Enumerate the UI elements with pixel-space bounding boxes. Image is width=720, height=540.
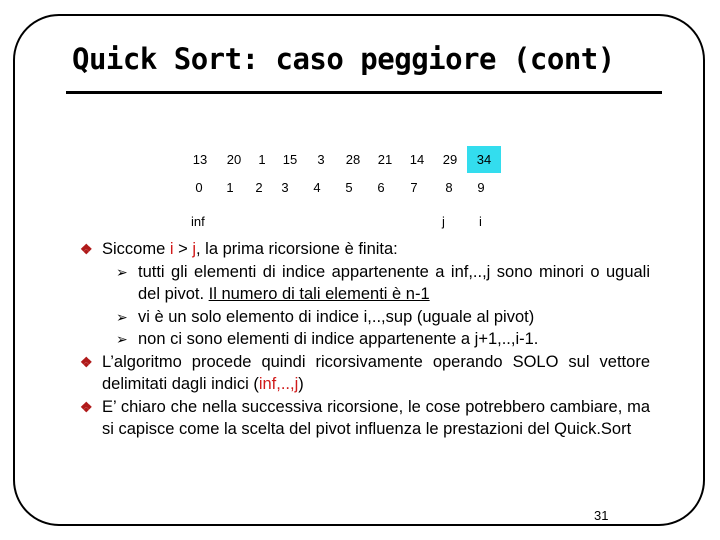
- diamond-bullet-icon: ❖: [80, 353, 93, 370]
- array-cell: 1: [249, 146, 275, 173]
- sub-bullet-text: tutti gli elementi di indice appartenente a inf,..,j sono minori o uguali del pivot. Il numero di tali elementi è n-1: [138, 262, 650, 303]
- array-index: 8: [445, 180, 453, 195]
- array-cells: [181, 146, 501, 173]
- bullet-item: [80, 351, 650, 396]
- array-cell: 3: [305, 146, 337, 173]
- array-index: 0: [195, 180, 203, 195]
- title-underline: [66, 91, 662, 94]
- page-number: 31: [594, 508, 609, 523]
- arrow-bullet-icon: ➢: [116, 263, 128, 280]
- array-index: 3: [281, 180, 289, 195]
- bullet-item: [80, 396, 650, 441]
- sub-bullet-text: non ci sono elementi di indice appartenente a j+1,..,i-1.: [138, 330, 539, 348]
- diamond-bullet-icon: ❖: [80, 241, 93, 257]
- pointer-i: i: [479, 214, 482, 229]
- bullet-text: E’ chiaro che nella successiva ricorsione, le cose potrebbero cambiare, ma si capisce come la scelta del pivot influenza le prestazioni del Quick.Sort: [102, 397, 650, 438]
- array-cell-highlighted: 34: [467, 146, 501, 173]
- bullet-text: Siccome i > j, la prima ricorsione è finita:: [102, 240, 398, 258]
- page-title: Quick Sort: caso peggiore (cont): [72, 42, 615, 76]
- array-cell: 20: [219, 146, 249, 173]
- sub-bullet-item: [80, 261, 650, 306]
- bullet-text: L’algoritmo procede quindi ricorsivamente operando SOLO sul vettore delimitati dagli indici (inf,..,j): [102, 352, 650, 393]
- pointer-j: j: [442, 214, 445, 229]
- arrow-bullet-icon: ➢: [116, 331, 128, 347]
- array-cell: 15: [275, 146, 305, 173]
- pointer-inf: inf: [191, 214, 205, 229]
- array-index: 7: [410, 180, 418, 195]
- array-index: 5: [345, 180, 353, 195]
- diamond-bullet-icon: ❖: [80, 398, 93, 415]
- array-index: 2: [255, 180, 263, 195]
- array-index: 4: [313, 180, 321, 195]
- array-cell: 21: [369, 146, 401, 173]
- array-index: 6: [377, 180, 385, 195]
- array-cell: 13: [181, 146, 219, 173]
- array-cell: 14: [401, 146, 433, 173]
- sub-bullet-text: vi è un solo elemento di indice i,..,sup (uguale al pivot): [138, 307, 535, 326]
- bullet-list: [80, 238, 650, 441]
- array-index: 9: [477, 180, 485, 195]
- array-index: 1: [226, 180, 234, 195]
- arrow-bullet-icon: ➢: [116, 308, 128, 325]
- array-cell: 28: [337, 146, 369, 173]
- sub-bullet-item: [80, 306, 650, 329]
- array-cell: 29: [433, 146, 467, 173]
- sub-bullet-item: [80, 328, 650, 351]
- bullet-item: [80, 238, 650, 261]
